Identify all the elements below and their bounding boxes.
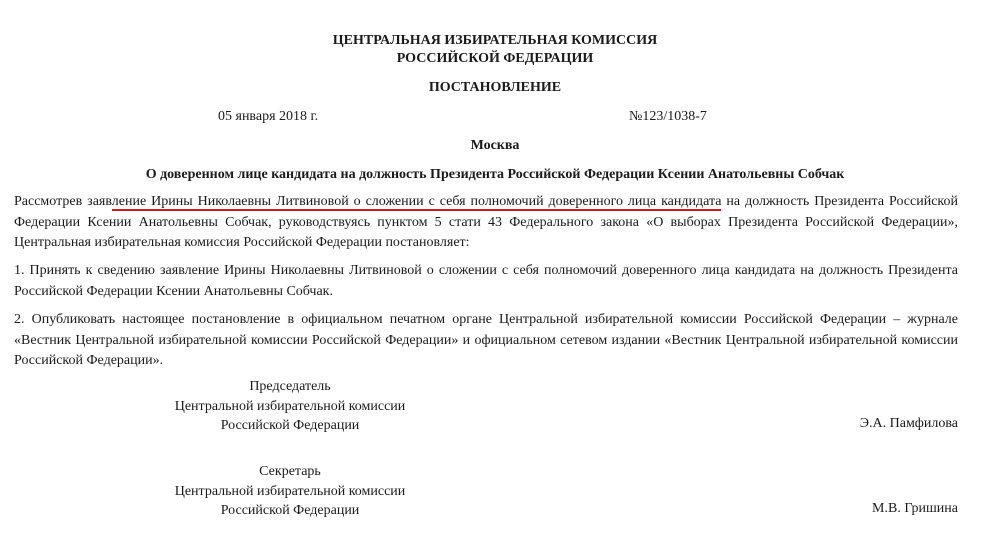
issuer-line-2: РОССИЙСКОЙ ФЕДЕРАЦИИ — [396, 51, 594, 66]
paragraph-preamble — [14, 192, 958, 254]
document-number: №123/1038-7 — [629, 109, 707, 124]
signer-country-line: Российской Федерации — [220, 503, 360, 518]
highlighted-text: ление Ирины Николаевны Литвиновой о сложении с себя полномочий доверенного лица кандидата — [111, 194, 722, 209]
paragraph-item-1: 1. Принять к сведению заявление Ирины Николаевны Литвиновой о сложении с себя полномочий доверенного лица кандидата на должность Президента Российской Федерации Ксении Анатольевны Собчак. — [14, 263, 958, 299]
red-underline — [112, 209, 722, 211]
signer-title: Председатель — [249, 379, 331, 394]
chairman-name: Э.А. Памфилова — [859, 416, 958, 431]
secretary-signature-block — [140, 462, 440, 521]
signer-org-line: Центральной избирательной комиссии — [174, 398, 406, 414]
signer-title: Секретарь — [259, 464, 321, 479]
preamble-text-end: на должность Президента Российской Федерации Ксении Анатольевны Собчак, руководствуясь пунктом 5 стати 43 Федерального закона «О выборах Президента Российской Федерации», Центральная избирательная комиссия Российской Федерации постановляет: — [14, 194, 958, 250]
issuer-line-1: ЦЕНТРАЛЬНАЯ ИЗБИРАТЕЛЬНАЯ КОМИССИЯ — [332, 33, 658, 48]
paragraph-item-2: 2. Опубликовать настоящее постановление в официальном печатном органе Центральной избирательной комиссии Российской Федерации – журнале «Вестник Центральной избирательной комиссии Российской Федерации» и официальном сетевом издании «Вестник Центральной избирательной комиссии Российской Федерации». — [14, 312, 958, 368]
document-date: 05 января 2018 г. — [218, 109, 319, 124]
document-subject: О доверенном лице кандидата на должность Президента Российской Федерации Ксении Анатольевны Собчак — [145, 167, 845, 182]
highlighted-phrase — [112, 194, 722, 209]
signer-country-line: Российской Федерации — [220, 418, 360, 433]
chairman-signature-block — [140, 377, 440, 436]
secretary-name: М.В. Гришина — [872, 501, 958, 516]
preamble-text-start: Рассмотрев заяв — [14, 194, 112, 209]
document-city: Москва — [470, 138, 520, 153]
signer-org-line: Центральной избирательной комиссии — [174, 483, 406, 499]
issuer-header — [0, 32, 990, 68]
document-type: ПОСТАНОВЛЕНИЕ — [428, 80, 562, 95]
